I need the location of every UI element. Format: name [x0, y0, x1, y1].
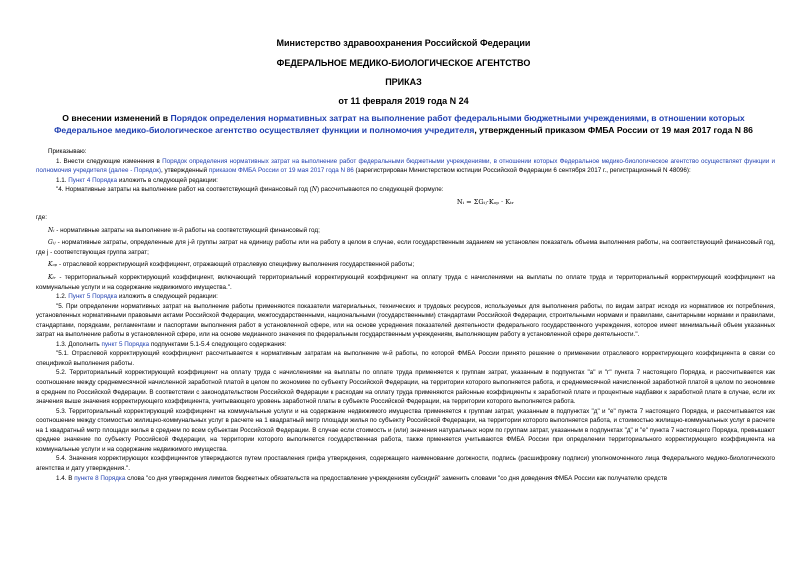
where-label: где:	[36, 214, 47, 222]
paragraph-1-2: 1.2. Пункт 5 Порядка изложить в следующей редакции:	[56, 293, 218, 301]
clause-8-link[interactable]: пункте 8 Порядка	[74, 474, 126, 482]
clause-5-add-link[interactable]: пункт 5 Порядка	[101, 340, 150, 348]
clause-4-text: "4. Нормативные затраты на выполнение работ на соответствующий финансовый год (N) рассчитываются по следующей формуле:	[56, 186, 444, 194]
subclause-5-2: 5.2. Территориальный корректирующий коэффициент на оплату труда с начислениями на выплаты по оплате труда применяется к группам затрат, указанным в подпунктах "а" и "г" пункта 7 настоящего Порядка, и рассчитывается как соотношение между среднемесячной начисленной заработной платой в целом по экономике по субъекту Российской Федерации, на территории которого выполняется работа, и среднемесячной начисленной заработной платой в целом по экономике в среднем по Российской Федерации. В соответствии с законодательством Российской Федерации к расходам на оплату труда применяются районные коэффициенты к заработной плате и процентные надбавки к заработной плате в случае, если их значения выше значения корректирующего коэффициента, учитывающего уровень заработной платы в субъекте Российской Федерации, на территории которого выполняется работа.	[36, 369, 775, 406]
definition-k-ter: Kₜᵣ - территориальный корректирующий коэффициент, включающий территориальный корректирующий коэффициент на оплату труда с начислениями на выплаты по оплате труда и территориальный корректирующий коэффициент на коммунальные услуги и на содержание недвижимого имущества.".	[36, 274, 775, 291]
subclause-5-1: "5.1. Отраслевой корректирующий коэффициент рассчитывается к нормативным затратам на выполнение w-й работы, по которой ФМБА России принято решение о применении отраслевого корректирующего коэффициента в связи со спецификой выполнения работы.	[36, 350, 775, 367]
document-title: О внесении изменений в Порядок определения нормативных затрат на выполнение работ федеральными бюджетными учреждениями, в отношении которых Федеральное медико-биологическое агентство осуществляет функции и полномочия учредителя, утвержденный приказом ФМБА России от 19 мая 2017 года N 86	[54, 113, 753, 135]
paragraph-1-3: 1.3. Дополнить пункт 5 Порядка подпунктами 5.1-5.4 следующего содержания:	[56, 340, 287, 348]
document-date-number: от 11 февраля 2019 года N 24	[338, 96, 469, 106]
order-word: Приказываю:	[48, 148, 87, 155]
document-body	[36, 147, 775, 483]
definition-n: Nᵢ - нормативные затраты на выполнение w-й работы на соответствующий финансовый год;	[48, 226, 320, 234]
clause-4-link[interactable]: Пункт 4 Порядка	[68, 176, 118, 184]
paragraph-1-1: 1.1. Пункт 4 Порядка изложить в следующей редакции:	[56, 176, 218, 184]
definition-g: Gᵢⱼ - нормативные затраты, определенные для j-й группы затрат на единицу работы или на работу в целом в случае, если государственным заданием не установлен показатель объема выполнения работы, на соответствующий финансовый год, где j - соответствующая группа затрат;	[36, 239, 775, 256]
subclause-5-4: 5.4. Значения корректирующих коэффициентов утверждаются путем проставления грифа утверждения, содержащего наименование должности, подпись (расшифровку подписи) уполномоченного лица Федерального медико-биологического агентства и дату утверждения.".	[36, 455, 775, 472]
clause-5-link[interactable]: Пункт 5 Порядка	[68, 293, 118, 301]
cost-formula: Nᵢ = ΣGᵢⱼ·Kₒₚ · Kₜᵣ	[456, 197, 515, 206]
title-procedure-link[interactable]: Порядок определения нормативных затрат на выполнение работ федеральными бюджетными учреждениями, в отношении которых Федеральное медико-биологическое агентство осуществляет функции и полномочия учредителя	[54, 113, 745, 135]
procedure-link[interactable]: Порядок определения нормативных затрат на выполнение работ федеральными бюджетными учреждениями, в отношении которых Федеральное медико-биологическое агентство осуществляет функции и полномочия учредителя (далее - Порядок)	[36, 157, 775, 175]
ministry-name: Министерство здравоохранения Российской Федерации	[276, 38, 531, 48]
clause-5-text: "5. При определении нормативных затрат на выполнение работы применяются показатели материальных, технических и трудовых ресурсов, используемых для выполнения работы, по видам затрат исходя из нормативов их потребления, установленных нормативными правовыми актами Российской Федерации, межгосударственными, национальными (государственными) стандартами Российской Федерации, строительными нормами и правилами, санитарными нормами и правилами, стандартами, порядками, регламентами и паспортами выполнения работ в установленной сфере, или на основе усреднения показателей деятельности федерального государственного учреждения, которое имеет минимальный объем указанных затрат на выполнение работы в установленной сфере, или на основе медианного значения по федеральным государственным учреждениям, выполняющим работу в установленной сфере деятельности.".	[36, 302, 775, 339]
paragraph-1: 1. Внести следующие изменения в Порядок определения нормативных затрат на выполнение работ федеральными бюджетными учреждениями, в отношении которых Федеральное медико-биологическое агентство осуществляет функции и полномочия учредителя (далее - Порядок), утвержденный приказом ФМБА России от 19 мая 2017 года N 86 (зарегистрирован Министерством юстиции Российской Федерации 6 сентября 2017 г., регистрационный N 48096):	[36, 157, 775, 175]
subclause-5-3: 5.3. Территориальный корректирующий коэффициент на коммунальные услуги и на содержание недвижимого имущества применяется к группам затрат, указанным в подпунктах "д" и "е" пункта 7 настоящего Порядка, и рассчитывается как соотношение между стоимостью жилищно-коммунальных услуг в расчете на 1 квадратный метр площади жилья по субъекту Российской Федерации, на территории которого выполняется работа, и стоимостью жилищно-коммунальных услуг в расчете на 1 квадратный метр площади жилья в среднем по всем субъектам Российской Федерации. В случае если стоимость и (или) значения натуральных норм по группам затрат, указанным в подпунктах "д" и "е" пункта 7 настоящего Порядка, превышают среднее значение по субъекту Российской Федерации, на территории которого выполняется государственная работа, также прменяется учитываются ФМБА России при определении территориального корректирующего коэффициента на коммунальные услуги и на содержание недвижимого имущества.	[36, 407, 775, 453]
document-type: ПРИКАЗ	[385, 77, 422, 87]
paragraph-1-4: 1.4. В пункте 8 Порядка слова "со дня утверждения лимитов бюджетных обязательств на предоставление учреждениям субсидий" заменить словами "со дня доведения ФМБА России как получателю средств	[56, 474, 668, 482]
definition-k-otr: Kₒₚ - отраслевой корректирующий коэффициент, отражающий отраслевую специфику выполнения государственной работы;	[48, 261, 415, 269]
order-86-link[interactable]: приказом ФМБА России от 19 мая 2017 года N 86	[208, 167, 354, 175]
agency-name: ФЕДЕРАЛЬНОЕ МЕДИКО-БИОЛОГИЧЕСКОЕ АГЕНТСТВО	[276, 58, 531, 68]
